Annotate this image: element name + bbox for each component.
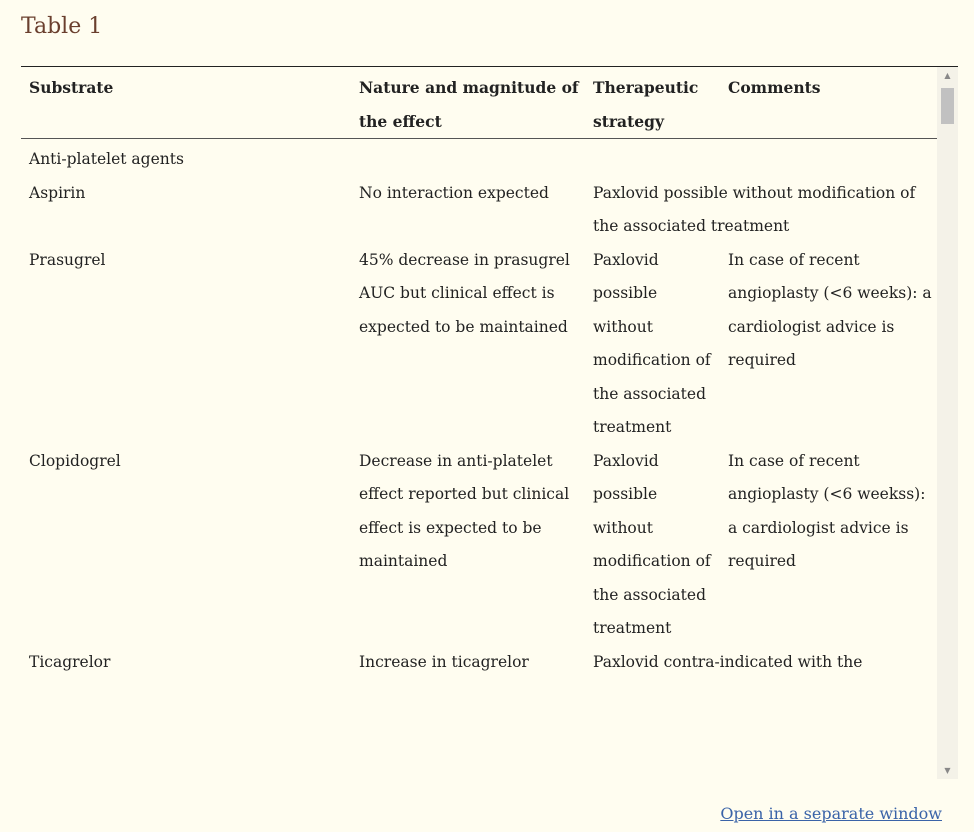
substrate-cell: Prasugrel xyxy=(29,250,106,269)
table-row xyxy=(21,646,937,680)
table-row xyxy=(21,244,937,445)
drug-interaction-table xyxy=(21,67,937,679)
table-row xyxy=(21,445,937,646)
section-row xyxy=(21,139,937,177)
vertical-scrollbar[interactable] xyxy=(937,67,958,779)
table-scroll-area[interactable] xyxy=(21,67,937,779)
scroll-up-arrow-icon[interactable]: ▲ xyxy=(944,71,951,80)
comments-cell: In case of recent angioplasty (<6 weeks): a cardiologist advice is required xyxy=(728,250,932,369)
strategy-cell: Paxlovid possible without modification of the associated treatment xyxy=(593,183,916,235)
scroll-down-arrow-icon[interactable]: ▼ xyxy=(944,766,951,775)
effect-cell: Increase in ticagrelor xyxy=(359,652,529,671)
column-header-effect: Nature and magnitude of the effect xyxy=(351,67,585,139)
comments-cell: In case of recent angioplasty (<6 weekss): a cardiologist advice is required xyxy=(728,451,926,570)
column-header-comments: Comments xyxy=(720,67,937,139)
table-title: Table 1 xyxy=(21,14,103,39)
column-header-strategy: Therapeutic strategy xyxy=(585,67,720,139)
effect-cell: 45% decrease in prasugrel AUC but clinical effect is expected to be maintained xyxy=(359,250,570,336)
table-frame xyxy=(21,66,958,779)
substrate-cell: Ticagrelor xyxy=(29,652,111,671)
strategy-cell: Paxlovid possible without modification of the associated treatment xyxy=(593,250,711,436)
effect-cell: No interaction expected xyxy=(359,183,549,202)
section-label: Anti-platelet agents xyxy=(29,150,184,168)
open-in-separate-window-link[interactable]: Open in a separate window xyxy=(720,804,942,823)
substrate-cell: Clopidogrel xyxy=(29,451,121,470)
column-header-substrate: Substrate xyxy=(21,67,351,139)
substrate-cell: Aspirin xyxy=(29,183,86,202)
strategy-cell: Paxlovid contra-indicated with the xyxy=(593,652,863,671)
effect-cell: Decrease in anti-platelet effect reported but clinical effect is expected to be maintained xyxy=(359,451,570,570)
strategy-cell: Paxlovid possible without modification of the associated treatment xyxy=(593,451,711,637)
scroll-thumb[interactable] xyxy=(941,88,954,124)
table-row xyxy=(21,177,937,244)
table-header-row xyxy=(21,67,937,139)
